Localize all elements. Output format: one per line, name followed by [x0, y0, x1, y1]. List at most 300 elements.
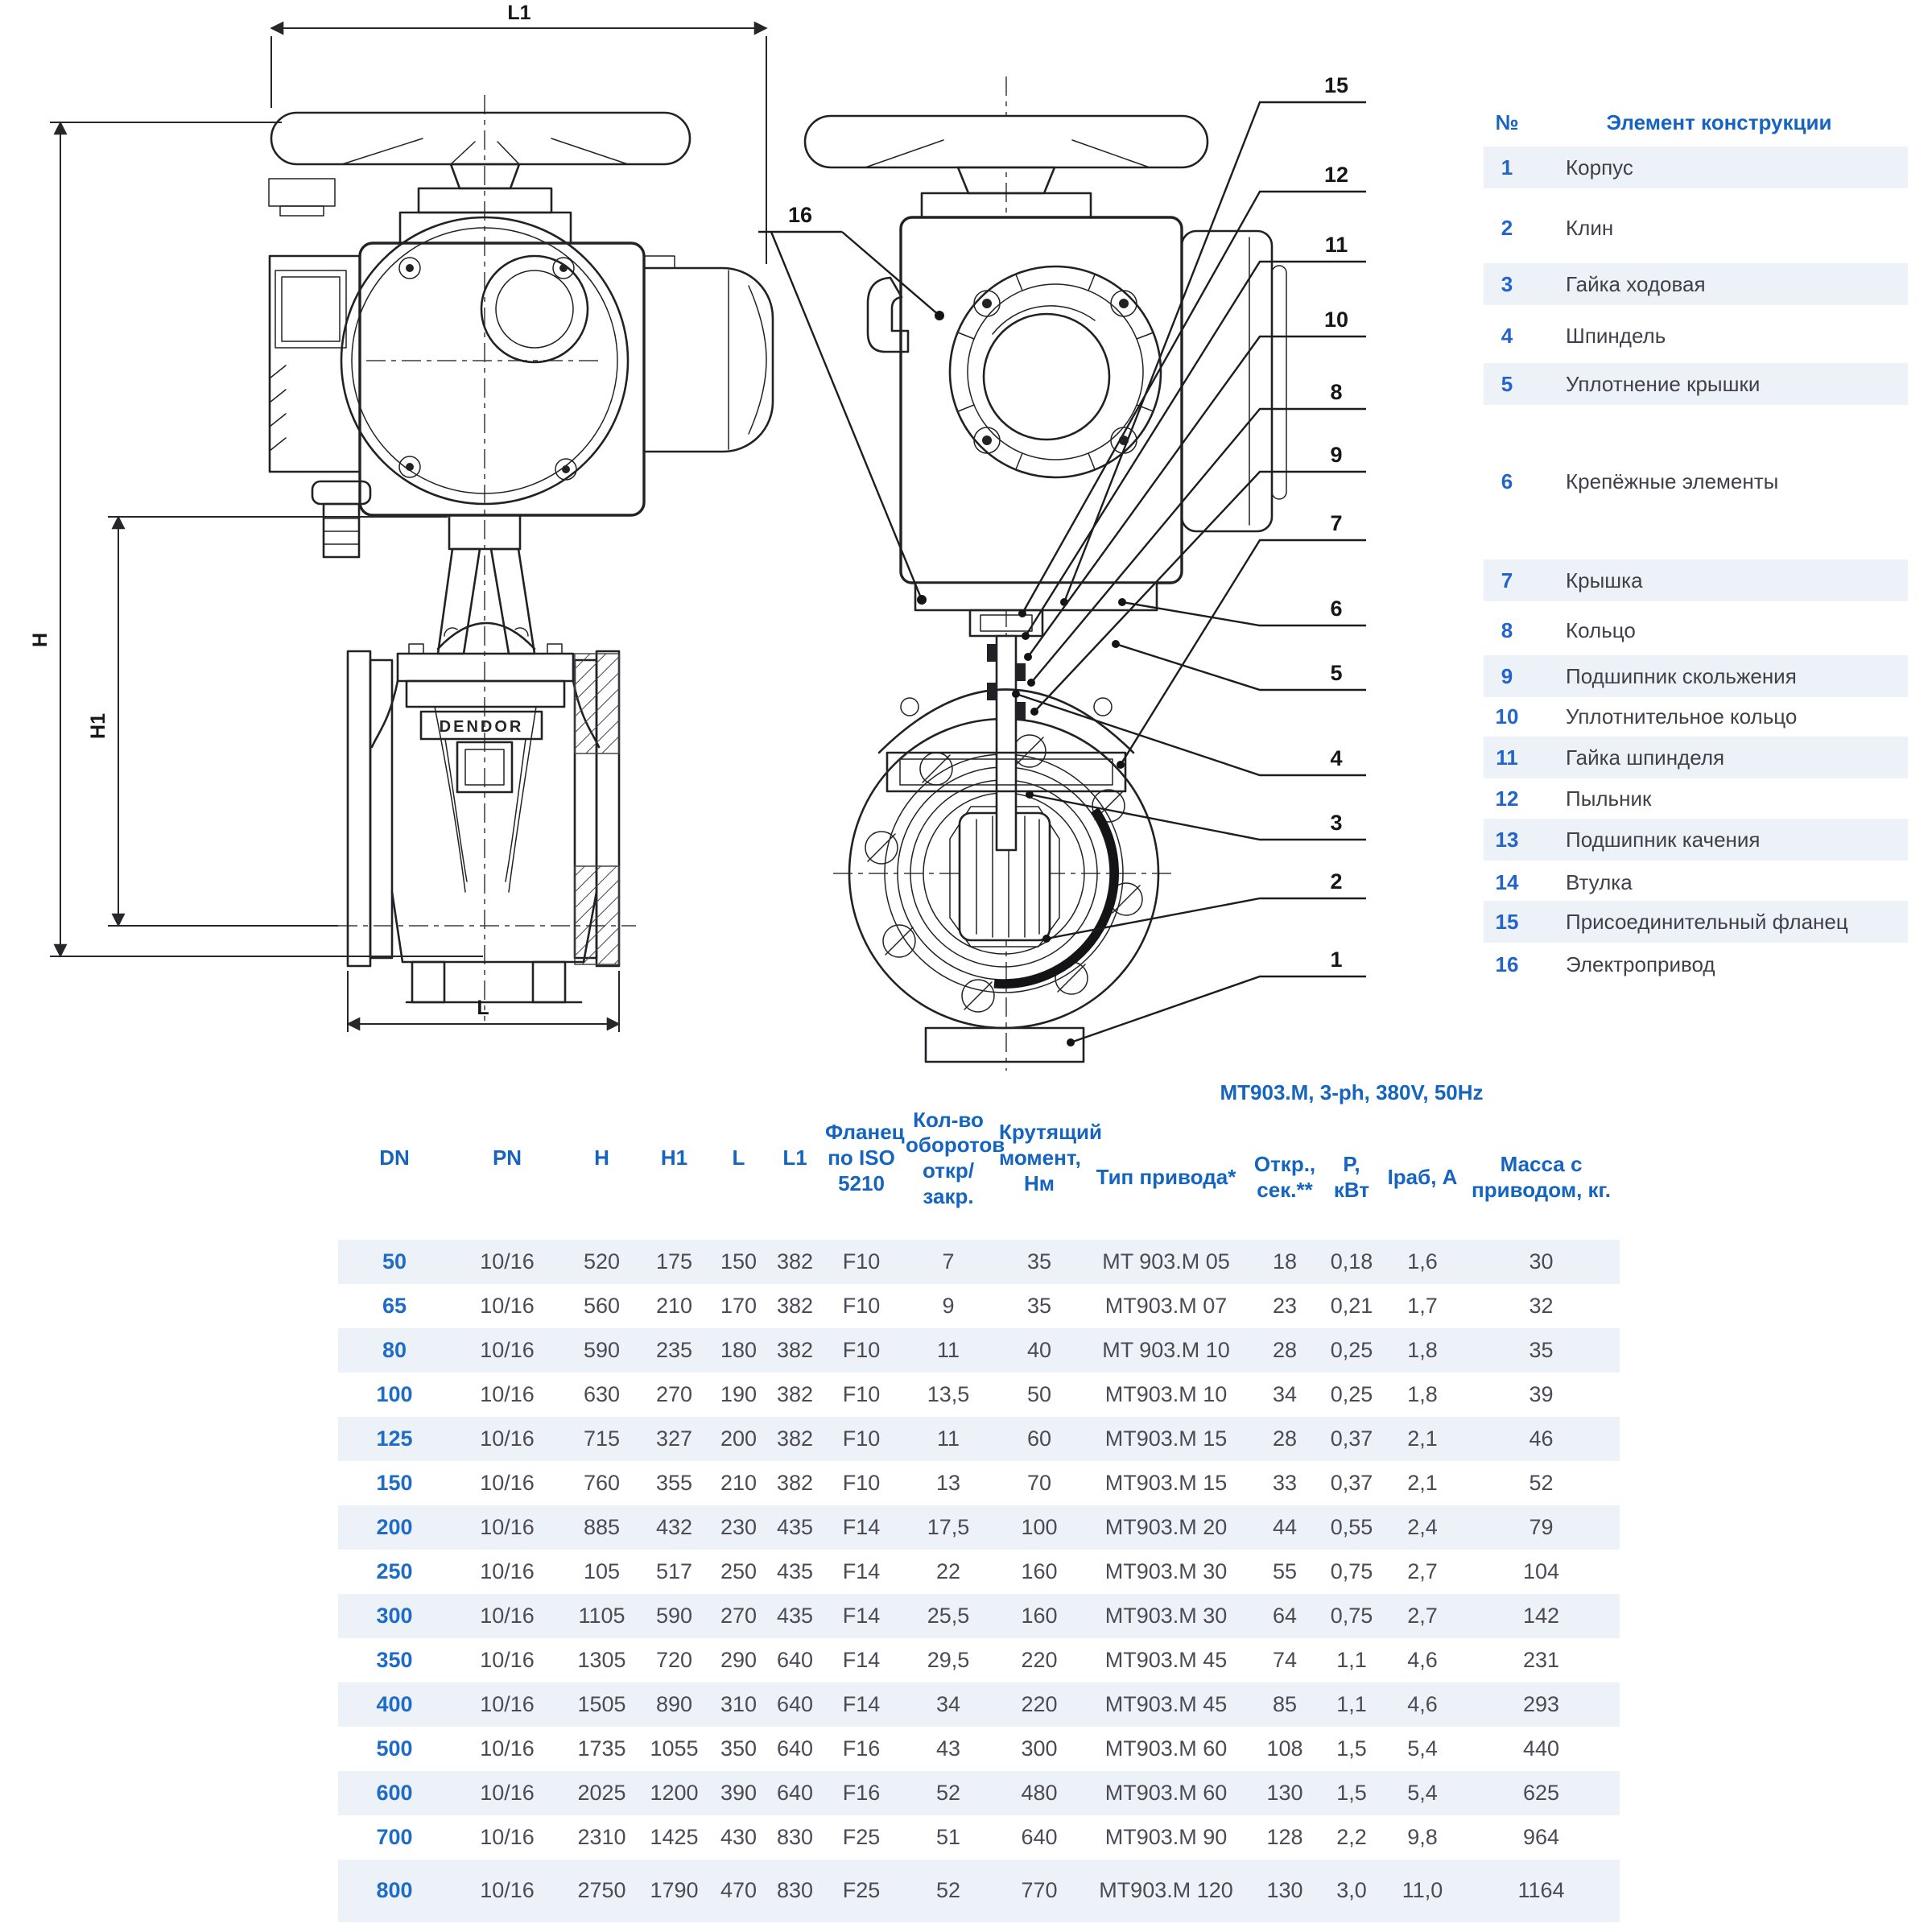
- motor-front: [644, 256, 773, 452]
- dim-l-label: L: [477, 997, 489, 1019]
- spec-row-dn-250: [338, 1550, 1620, 1594]
- spec-cell: 3,0: [1321, 1860, 1382, 1922]
- spec-cell: 435: [769, 1505, 821, 1550]
- spec-cell: F10: [821, 1240, 902, 1284]
- spec-cell: 10/16: [451, 1771, 564, 1815]
- spec-cell: 355: [655, 1470, 693, 1495]
- part-number: 3: [1501, 271, 1513, 296]
- part-number: 10: [1495, 704, 1519, 729]
- part-number: 6: [1501, 469, 1513, 493]
- spec-cell: MT903.M 30: [1084, 1594, 1249, 1638]
- spec-cell: 10/16: [480, 1381, 535, 1406]
- cable-gland: [312, 481, 370, 557]
- spec-cell: 300: [1021, 1736, 1058, 1761]
- actuator-housing-front: [270, 217, 773, 557]
- spec-cell: 52: [902, 1771, 995, 1815]
- spec-cell: 830: [776, 1824, 814, 1849]
- spec-cell: 104: [1522, 1558, 1560, 1583]
- spec-cell: F16: [842, 1736, 881, 1761]
- part-number: 2: [1501, 215, 1513, 240]
- spec-cell: 1,8: [1382, 1328, 1463, 1373]
- spec-cell: 74: [1272, 1647, 1298, 1672]
- spec-cell: 200: [708, 1417, 769, 1461]
- spec-cell: 9,8: [1407, 1824, 1438, 1849]
- col-l: L: [732, 1146, 745, 1170]
- spec-row-dn-350: [338, 1638, 1620, 1682]
- spec-cell: 80: [338, 1328, 451, 1373]
- spec-cell: 10/16: [451, 1594, 564, 1638]
- spec-cell: 160: [995, 1594, 1084, 1638]
- handwheel-front: [269, 113, 690, 243]
- spec-cell: 640: [769, 1682, 821, 1727]
- spec-cell: 230: [708, 1505, 769, 1550]
- spec-cell: 100: [376, 1381, 413, 1406]
- part-name: Крепёжные элементы: [1566, 469, 1779, 493]
- spec-cell: F14: [821, 1594, 902, 1638]
- spec-cell: 1,8: [1407, 1381, 1438, 1406]
- spec-cell: MT903.M 60: [1084, 1771, 1249, 1815]
- spec-row-dn-125: [338, 1417, 1620, 1461]
- spec-cell: 200: [338, 1505, 451, 1550]
- spec-cell: F25: [821, 1860, 902, 1922]
- part-name: Уплотнительное кольцо: [1566, 704, 1798, 729]
- col-mass: Масса с приводом, кг.: [1472, 1152, 1611, 1202]
- spec-cell: 290: [720, 1647, 758, 1672]
- part-name: Присоединительный фланец: [1566, 909, 1848, 934]
- spec-cell: 0,25: [1321, 1328, 1382, 1373]
- spec-cell: F10: [842, 1293, 881, 1318]
- parts-row-15: [1484, 901, 1908, 943]
- spec-cell: 1,1: [1336, 1647, 1367, 1672]
- spec-cell: F10: [821, 1417, 902, 1461]
- spec-cell: 11: [902, 1328, 995, 1373]
- col-torque: Крутящий момент, Нм: [999, 1120, 1102, 1195]
- spec-cell: 1,5: [1336, 1736, 1367, 1761]
- spec-cell: F25: [842, 1824, 881, 1849]
- spec-cell: 400: [338, 1682, 451, 1727]
- spec-cell: 964: [1522, 1824, 1560, 1849]
- part-number: 14: [1495, 869, 1519, 894]
- dimensions-spec-table: [338, 1077, 1620, 1922]
- spec-cell: 640: [776, 1647, 814, 1672]
- callout-11: 11: [1324, 233, 1348, 257]
- callout-15: 15: [1323, 73, 1349, 97]
- spec-row-dn-150: [338, 1461, 1620, 1505]
- spec-cell: 235: [640, 1328, 708, 1373]
- spec-cell: 9: [942, 1293, 955, 1318]
- spec-cell: 700: [376, 1824, 413, 1849]
- spec-cell: F14: [821, 1505, 902, 1550]
- spec-cell: 39: [1529, 1381, 1554, 1406]
- yoke-bonnet-front: [398, 515, 573, 707]
- spec-cell: 10/16: [480, 1470, 535, 1495]
- spec-cell: F14: [842, 1647, 881, 1672]
- dim-h1-label: H1: [87, 713, 109, 739]
- spec-cell: 250: [376, 1558, 413, 1583]
- spec-cell: 35: [1026, 1293, 1052, 1318]
- spec-cell: 46: [1463, 1417, 1620, 1461]
- spec-cell: 0,21: [1330, 1293, 1373, 1318]
- spec-cell: 432: [640, 1505, 708, 1550]
- spec-cell: MT903.M 15: [1104, 1470, 1228, 1495]
- spec-cell: 108: [1266, 1736, 1303, 1761]
- spec-cell: 5,4: [1382, 1771, 1463, 1815]
- spec-cell: 23: [1272, 1293, 1298, 1318]
- spec-cell: 30: [1463, 1240, 1620, 1284]
- spec-cell: 85: [1249, 1682, 1321, 1727]
- parts-row-11: [1484, 737, 1908, 778]
- spec-cell: MT903.M 60: [1104, 1736, 1228, 1761]
- spec-cell: 1055: [650, 1736, 699, 1761]
- part-name: Подшипник качения: [1566, 827, 1761, 852]
- part-name: Электропривод: [1566, 952, 1715, 976]
- part-name: Уплотнение крышки: [1566, 371, 1761, 396]
- callout-9: 9: [1330, 443, 1343, 467]
- spec-cell: MT903.M 07: [1104, 1293, 1228, 1318]
- spec-cell: 517: [655, 1558, 693, 1583]
- dim-h-label: H: [29, 632, 52, 648]
- spec-cell: 10/16: [480, 1736, 535, 1761]
- spec-cell: F16: [821, 1771, 902, 1815]
- spec-cell: 800: [338, 1860, 451, 1922]
- spec-cell: 2310: [577, 1824, 626, 1849]
- spec-cell: 440: [1522, 1736, 1560, 1761]
- spec-cell: 1305: [577, 1647, 626, 1672]
- spec-cell: 79: [1463, 1505, 1620, 1550]
- spec-cell: 590: [640, 1594, 708, 1638]
- col-dn: DN: [379, 1146, 410, 1170]
- part-number: 4: [1501, 323, 1513, 348]
- parts-list: [1484, 0, 1908, 1014]
- part-number: 16: [1495, 952, 1519, 976]
- parts-row-4: [1484, 315, 1908, 357]
- spec-cell: 231: [1522, 1647, 1560, 1672]
- spec-cell: 35: [1463, 1328, 1620, 1373]
- spec-cell: 1,7: [1407, 1293, 1438, 1318]
- spec-cell: 0,75: [1321, 1594, 1382, 1638]
- parts-row-3: [1484, 263, 1908, 305]
- spec-cell: 10/16: [480, 1558, 535, 1583]
- spec-cell: MT903.M 15: [1084, 1417, 1249, 1461]
- col-power: P, кВт: [1333, 1152, 1370, 1202]
- spec-cell: 170: [720, 1293, 758, 1318]
- spec-cell: 10/16: [480, 1824, 535, 1849]
- spec-cell: MT903.M 20: [1084, 1505, 1249, 1550]
- spec-cell: 630: [583, 1381, 621, 1406]
- callout-8: 8: [1330, 380, 1343, 404]
- spec-cell: 382: [776, 1470, 814, 1495]
- spec-cell: MT903.M 120: [1084, 1860, 1249, 1922]
- spec-cell: 1,6: [1382, 1240, 1463, 1284]
- spec-cell: F14: [842, 1558, 881, 1583]
- parts-header-num: №: [1495, 109, 1519, 134]
- parts-row-6: [1484, 460, 1908, 502]
- part-name: Втулка: [1566, 869, 1633, 894]
- callout-4: 4: [1330, 746, 1343, 770]
- spec-cell: 590: [564, 1328, 640, 1373]
- spec-cell: 2,7: [1407, 1558, 1438, 1583]
- spec-cell: 210: [720, 1470, 758, 1495]
- parts-list-rows: [1484, 0, 1908, 1014]
- spec-cell: 470: [708, 1860, 769, 1922]
- parts-row-14: [1484, 861, 1908, 903]
- spec-cell: 7: [902, 1240, 995, 1284]
- spec-cell: 40: [995, 1328, 1084, 1373]
- spec-cell: 175: [640, 1240, 708, 1284]
- spec-cell: 160: [1021, 1558, 1058, 1583]
- spec-cell: 625: [1463, 1771, 1620, 1815]
- spec-cell: F14: [821, 1682, 902, 1727]
- spec-cell: 1200: [640, 1771, 708, 1815]
- callout-3: 3: [1330, 811, 1343, 835]
- part-number: 11: [1496, 745, 1518, 770]
- spec-cell: 28: [1249, 1417, 1321, 1461]
- spec-cell: 2750: [564, 1860, 640, 1922]
- spec-cell: 10/16: [451, 1860, 564, 1922]
- spec-cell: 52: [1529, 1470, 1554, 1495]
- dim-l1-label: L1: [507, 2, 531, 24]
- spec-row-dn-700: [338, 1815, 1620, 1860]
- spec-cell: 150: [376, 1470, 413, 1495]
- spec-cell: 44: [1249, 1505, 1321, 1550]
- parts-row-16: [1484, 943, 1908, 985]
- spec-table-head: [338, 1077, 1620, 1240]
- parts-row-5: [1484, 363, 1908, 405]
- spec-cell: 640: [776, 1736, 814, 1761]
- part-name: Гайка ходовая: [1566, 271, 1706, 296]
- spec-row-dn-65: [338, 1284, 1620, 1328]
- spec-cell: 382: [769, 1328, 821, 1373]
- spec-row-dn-500: [338, 1727, 1620, 1771]
- spec-cell: 250: [720, 1558, 758, 1583]
- spec-cell: 43: [935, 1736, 961, 1761]
- spec-cell: 10/16: [451, 1240, 564, 1284]
- col-current: Iраб, А: [1387, 1165, 1458, 1190]
- spec-cell: 1505: [564, 1682, 640, 1727]
- spec-cell: 64: [1249, 1594, 1321, 1638]
- spec-cell: 150: [708, 1240, 769, 1284]
- callout-16: 16: [787, 203, 813, 227]
- parts-row-13: [1484, 819, 1908, 861]
- spec-cell: 50: [338, 1240, 451, 1284]
- spec-cell: 128: [1266, 1824, 1303, 1849]
- spec-cell: MT903.M 45: [1084, 1682, 1249, 1727]
- parts-row-12: [1484, 778, 1908, 819]
- spec-cell: 180: [708, 1328, 769, 1373]
- spec-cell: MT903.M 90: [1104, 1824, 1228, 1849]
- spec-cell: 640: [769, 1771, 821, 1815]
- parts-row-1: [1484, 147, 1908, 188]
- spec-row-dn-800: [338, 1860, 1620, 1922]
- spec-cell: 210: [655, 1293, 693, 1318]
- spec-cell: 13: [935, 1470, 961, 1495]
- spec-cell: 2,2: [1336, 1824, 1367, 1849]
- front-view: [29, 2, 773, 1032]
- spec-cell: 1164: [1463, 1860, 1620, 1922]
- spec-cell: 22: [935, 1558, 961, 1583]
- spec-cell: 10/16: [451, 1328, 564, 1373]
- spec-cell: 890: [640, 1682, 708, 1727]
- spec-cell: 0,37: [1330, 1470, 1373, 1495]
- spec-cell: 270: [655, 1381, 693, 1406]
- spec-cell: 293: [1463, 1682, 1620, 1727]
- spec-cell: 600: [338, 1771, 451, 1815]
- spec-cell: 4,6: [1407, 1647, 1438, 1672]
- spec-cell: 435: [769, 1594, 821, 1638]
- callout-1: 1: [1330, 947, 1343, 972]
- col-turns: Кол-во оборотов откр/ закр.: [906, 1107, 1005, 1208]
- part-number: 7: [1501, 568, 1513, 592]
- handwheel-section: [805, 116, 1208, 217]
- motor-section: [1182, 231, 1286, 531]
- spec-cell: 18: [1249, 1240, 1321, 1284]
- part-number: 13: [1495, 827, 1519, 852]
- callout-12: 12: [1323, 163, 1349, 187]
- col-flange-iso: Фланец по ISO 5210: [825, 1120, 905, 1195]
- spec-cell: 382: [769, 1240, 821, 1284]
- spec-cell: 29,5: [927, 1647, 970, 1672]
- spec-row-dn-50: [338, 1240, 1620, 1284]
- spec-row-dn-100: [338, 1373, 1620, 1417]
- spec-cell: MT903.M 30: [1104, 1558, 1228, 1583]
- spec-cell: 382: [776, 1293, 814, 1318]
- col-open-sec: Откр., сек.**: [1253, 1152, 1316, 1202]
- spec-cell: 382: [769, 1417, 821, 1461]
- spec-cell: F10: [821, 1328, 902, 1373]
- spec-row-dn-80: [338, 1328, 1620, 1373]
- actuator-group-header: MT903.M, 3-ph, 380V, 50Hz: [1220, 1080, 1484, 1104]
- spec-cell: 2025: [564, 1771, 640, 1815]
- spec-table-body: [338, 1240, 1620, 1922]
- section-view: [758, 73, 1366, 1071]
- spec-cell: 52: [902, 1860, 995, 1922]
- part-number: 1: [1501, 155, 1513, 180]
- spec-cell: 2,1: [1382, 1417, 1463, 1461]
- part-name: Корпус: [1566, 155, 1633, 180]
- spec-cell: 35: [995, 1240, 1084, 1284]
- spec-cell: 270: [708, 1594, 769, 1638]
- spec-cell: 1,1: [1321, 1682, 1382, 1727]
- spec-cell: 65: [382, 1293, 407, 1318]
- col-actuator-type: Тип привода*: [1096, 1165, 1236, 1190]
- spec-cell: 350: [376, 1647, 413, 1672]
- spec-cell: 2,4: [1382, 1505, 1463, 1550]
- spec-cell: 34: [902, 1682, 995, 1727]
- spec-cell: 1735: [577, 1736, 626, 1761]
- part-number: 9: [1501, 663, 1513, 688]
- callout-6: 6: [1330, 597, 1343, 621]
- spec-cell: MT903.M 45: [1104, 1647, 1228, 1672]
- col-pn: PN: [492, 1146, 522, 1170]
- actuator-housing-section: [868, 217, 1286, 583]
- spec-cell: 327: [640, 1417, 708, 1461]
- spec-cell: 1790: [640, 1860, 708, 1922]
- spec-cell: 2,7: [1382, 1594, 1463, 1638]
- spec-cell: 0,75: [1330, 1558, 1373, 1583]
- spec-cell: 1425: [650, 1824, 699, 1849]
- spec-cell: MT 903.M 10: [1084, 1328, 1249, 1373]
- spec-cell: 382: [776, 1381, 814, 1406]
- part-name: Шпиндель: [1566, 323, 1666, 348]
- spec-cell: 55: [1272, 1558, 1298, 1583]
- part-name: Гайка шпинделя: [1566, 745, 1725, 770]
- spec-cell: 885: [564, 1505, 640, 1550]
- part-number: 5: [1501, 371, 1513, 396]
- spec-cell: 190: [720, 1381, 758, 1406]
- spec-cell: 60: [995, 1417, 1084, 1461]
- spec-cell: 435: [776, 1558, 814, 1583]
- part-number: 15: [1495, 909, 1519, 934]
- spec-cell: 10/16: [451, 1505, 564, 1550]
- col-l1: L1: [782, 1146, 807, 1170]
- spec-cell: 11: [902, 1417, 995, 1461]
- spec-cell: 32: [1529, 1293, 1554, 1318]
- spec-cell: 1105: [564, 1594, 640, 1638]
- spec-cell: 10/16: [480, 1647, 535, 1672]
- spec-cell: 760: [583, 1470, 621, 1495]
- spec-cell: 17,5: [902, 1505, 995, 1550]
- part-name: Кольцо: [1566, 617, 1636, 642]
- spec-cell: 70: [1026, 1470, 1052, 1495]
- part-name: Подшипник скольжения: [1566, 663, 1797, 688]
- spec-cell: 300: [338, 1594, 451, 1638]
- spec-cell: F10: [842, 1470, 881, 1495]
- parts-header-name: Элемент конструкции: [1606, 109, 1832, 134]
- spec-cell: 10/16: [451, 1682, 564, 1727]
- spec-cell: 500: [376, 1736, 413, 1761]
- spec-cell: 520: [564, 1240, 640, 1284]
- part-name: Клин: [1566, 215, 1614, 240]
- part-number: 12: [1495, 786, 1519, 811]
- parts-row-9: [1484, 655, 1908, 697]
- spec-cell: 10/16: [480, 1293, 535, 1318]
- spec-cell: 130: [1249, 1860, 1321, 1922]
- spec-cell: 105: [583, 1558, 621, 1583]
- brand-label: DENDOR: [439, 718, 524, 736]
- spec-cell: 51: [935, 1824, 961, 1849]
- spec-cell: 50: [1026, 1381, 1052, 1406]
- spec-cell: MT 903.M 05: [1084, 1240, 1249, 1284]
- col-h1: H1: [660, 1146, 688, 1170]
- spec-cell: 5,4: [1407, 1736, 1438, 1761]
- spec-cell: 1,5: [1321, 1771, 1382, 1815]
- parts-row-2: [1484, 207, 1908, 249]
- spec-cell: 220: [995, 1682, 1084, 1727]
- parts-row-7: [1484, 559, 1908, 601]
- spec-cell: 13,5: [927, 1381, 970, 1406]
- spec-cell: MT903.M 10: [1104, 1381, 1228, 1406]
- face-bolts-front: [399, 258, 576, 480]
- parts-row-8: [1484, 609, 1908, 651]
- spec-cell: 0,55: [1321, 1505, 1382, 1550]
- spec-cell: 28: [1249, 1328, 1321, 1373]
- spec-cell: F10: [842, 1381, 881, 1406]
- spec-cell: 0,18: [1321, 1240, 1382, 1284]
- spec-cell: 10/16: [451, 1417, 564, 1461]
- spec-cell: 130: [1249, 1771, 1321, 1815]
- spec-cell: 720: [655, 1647, 693, 1672]
- spec-cell: 390: [708, 1771, 769, 1815]
- spec-row-dn-200: [338, 1505, 1620, 1550]
- spec-cell: 33: [1272, 1470, 1298, 1495]
- spec-cell: 770: [995, 1860, 1084, 1922]
- spec-cell: 430: [720, 1824, 758, 1849]
- part-name: Пыльник: [1566, 786, 1652, 811]
- spec-cell: 715: [564, 1417, 640, 1461]
- dimension-lines: [29, 2, 766, 1032]
- valve-body-front: [348, 651, 619, 1002]
- spec-cell: 310: [708, 1682, 769, 1727]
